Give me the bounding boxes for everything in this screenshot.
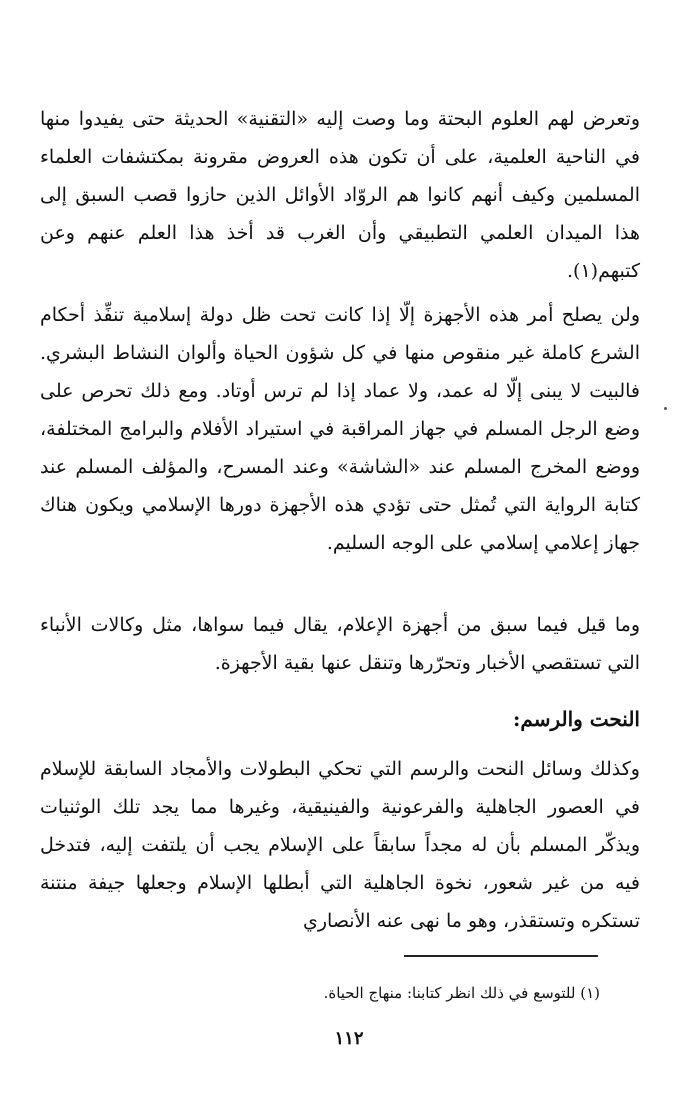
paragraph-1: وتعرض لهم العلوم البحتة وما وصت إليه «التقنية» الحديثة حتى يفيدوا منها في الناحية العلمية، على أن تكون هذه العروض مقرونة بمكتشفات العلماء المسلمين وكيف أنهم كانوا هم الروّاد الأوائل الذين حازوا قصب السبق إلى هذا الميدان العلمي التطبيقي وأن الغرب قد أخذ هذا العلم عنهم وعن كتبهم(١). [40, 108, 640, 282]
footnote: (١) للتوسع في ذلك انظر كتابنا: منهاج الحياة. [323, 984, 600, 1002]
paragraph-2: ولن يصلح أمر هذه الأجهزة إلّا إذا كانت تحت ظل دولة إسلامية تنفِّذ أحكام الشرع كاملة غير منقوص منها في كل شؤون الحياة وألوان النشاط البشري. فالبيت لا يبنى إلّا له عمد، ولا عماد إذا لم ترس أوتاد. ومع ذلك تحرص على وضع الرجل المسلم في جهاز المراقبة في استيراد الأفلام والبرامج المختلفة، ووضع المخرج المسلم عند «الشاشة» وعند المسرح، والمؤلف المسلم عند كتابة الرواية التي تُمثل حتى تؤدي هذه الأجهزة دورها الإسلامي ويكون هناك جهاز إعلامي إسلامي على الوجه السليم. [40, 304, 640, 554]
section-heading: النحت والرسم: [513, 707, 640, 731]
footnote-separator [404, 955, 598, 957]
paragraph-3: وما قيل فيما سبق من أجهزة الإعلام، يقال فيما سواها، مثل وكالات الأنباء التي تستقصي الأخبار وتحرّرها وتنقل عنها بقية الأجهزة. [40, 614, 640, 674]
margin-mark [664, 407, 667, 410]
page-number: ١١٢ [334, 1028, 364, 1049]
paragraph-4: وكذلك وسائل النحت والرسم التي تحكي البطولات والأمجاد السابقة للإسلام في العصور الجاهلية والفرعونية والفينيقية، وغيرها مما يجد تلك الوثنيات ويذكّر المسلم بأن له مجداً سابقاً على الإسلام يجب أن يلتفت إليه، فتدخل فيه من غير شعور، نخوة الجاهلية التي أبطلها الإسلام وجعلها جيفة منتنة تستكره وتستقذر، وهو ما نهى عنه الأنصاري [40, 758, 640, 932]
